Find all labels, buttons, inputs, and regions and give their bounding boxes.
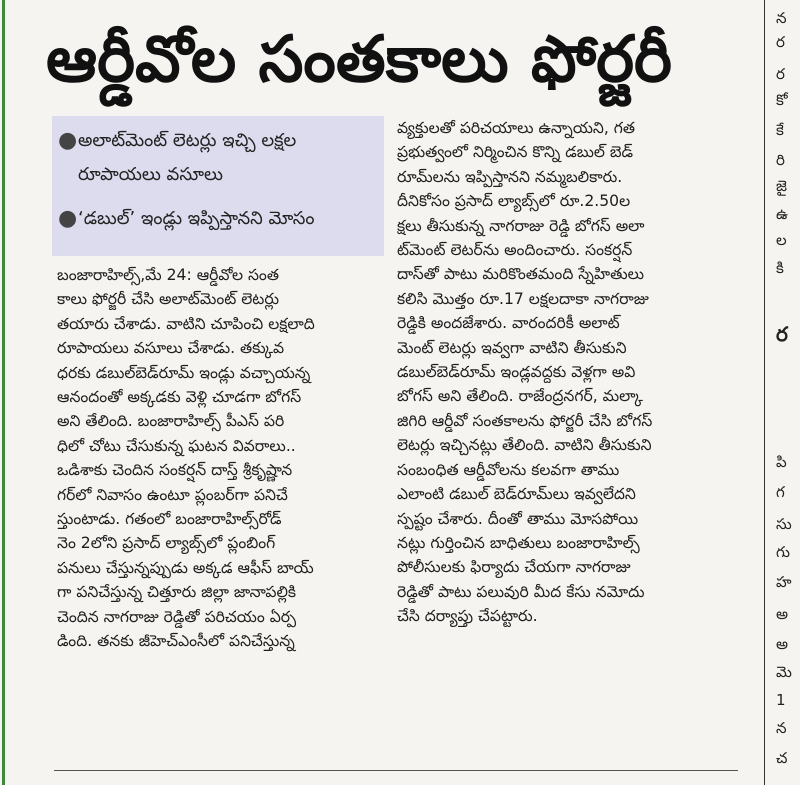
adjacent-text-fragment: న (776, 719, 787, 737)
body-text-line: గర్‌లో నివాసం ఉంటూ ప్లంబర్‌గా పనిచే (57, 485, 288, 504)
body-text-line: నెం 2లోని ప్రసాద్ ల్యాబ్స్‌లో ప్లంబింగ్ (57, 534, 276, 553)
body-text-line: జిగిరి ఆర్డీవో సంతకాలను ఫోర్జరీ చేసి బోగస్ (397, 411, 653, 430)
body-text-line: బోగస్ అని తేలింది. రాజేంద్రనగర్, మల్కా (397, 387, 643, 406)
body-text-line: డింది. తనకు జీహెచ్ఎంసీలో పనిచేస్తున్న (57, 632, 295, 651)
body-text-line: దాస్‌తో పాటు మరికొంతమంది స్నేహితులు (397, 265, 645, 284)
body-text-line: ఎలాంటి డబుల్ బెడ్‌రూమ్‌లు ఇవ్వలేదని (397, 485, 636, 504)
body-text-line: కలిసి మొత్తం రూ.17 లక్షలదాకా నాగరాజు (397, 289, 649, 308)
body-text-line: ఆనందంతో అక్కడకు వెళ్లి చూడగా బోగస్ (57, 388, 302, 407)
body-text-line: సంబంధిత ఆర్డీవోలను కలవగా తాము (397, 460, 620, 479)
adjacent-text-fragment: గ (776, 483, 785, 501)
body-text-line: ఒడిశాకు చెందిన సంకర్షన్ దాస్త్ శ్రీకృష్ణాన (57, 461, 293, 480)
body-text-line: డబుల్‌బెడ్‌రూమ్ ఇండ్లవద్దకు వెళ్లగా అవి (397, 363, 636, 382)
adjacent-text-fragment: గు (776, 543, 790, 561)
body-text-line: గా పనిచేస్తున్న చిత్తూరు జిల్లా జానాపల్లికి (57, 583, 297, 602)
adjacent-text-fragment: కే (776, 121, 784, 139)
adjacent-text-fragment: జై (776, 177, 787, 195)
body-text-line: ప్రభుత్వంలో నిర్మించిన కొన్ని డబుల్ బెడ్ (397, 143, 634, 162)
adjacent-text-fragment: చ (776, 749, 788, 767)
body-text-line: అని తేలింది. బంజారాహిల్స్ పీఎస్ పరి (57, 412, 285, 431)
article-column-middle (397, 116, 737, 629)
adjacent-heading-fragment: ర (776, 322, 788, 346)
adjacent-text-fragment: అ (776, 605, 789, 623)
body-text-line: దీనికోసం ప్రసాద్ ల్యాబ్స్‌లో రూ.2.50ల (397, 192, 631, 211)
body-text-line: వ్యక్తులతో పరిచయాలు ఉన్నాయని, గత (397, 119, 635, 137)
adjacent-text-fragment: 1 (776, 691, 786, 709)
body-text-line: పోలీసులకు ఫిర్యాదు చేయగా నాగరాజు (397, 558, 631, 577)
article-column-left (57, 263, 385, 654)
column-separator (764, 0, 765, 785)
adjacent-article-fragment (770, 0, 800, 785)
bullet-icon: ● (58, 206, 78, 231)
body-text-line: బంజారాహిల్స్,మే 24: ఆర్డీవోల సంత (57, 266, 279, 284)
adjacent-text-fragment: ర (776, 65, 785, 83)
adjacent-text-fragment: పి (776, 453, 787, 471)
body-text-line: రెడ్డితో పాటు పలువురి మీద కేసు నమోదు (397, 582, 645, 601)
adjacent-text-fragment: ల (776, 231, 787, 249)
body-text-line: రూమ్‌లను ఇప్పిస్తానని నమ్మబలికారు. (397, 167, 623, 186)
adjacent-text-fragment: రి (776, 151, 785, 169)
body-text-line: క్షలు తీసుకున్న నాగరాజు రెడ్డి బోగస్ అలా (397, 216, 645, 235)
adjacent-text-fragment: మె (776, 663, 792, 681)
body-text-line: కాలు ఫోర్జరీ చేసి అలాట్‌మెంట్ లెటర్లు (57, 290, 279, 309)
adjacent-text-fragment: సు (776, 515, 792, 533)
highlight-text: ‘డబుల్’ ఇండ్లు ఇప్పిస్తానని మోసం (78, 208, 315, 229)
left-edge-rule (2, 0, 5, 785)
adjacent-text-fragment: కి (776, 259, 784, 277)
highlight-text: రూపాయలు వసూలు (78, 164, 224, 185)
adjacent-text-fragment: న (776, 9, 787, 27)
body-text-line: స్తుంటాడు. గతంలో బంజారాహిల్స్‌రోడ్ (57, 510, 282, 529)
body-text-line: చెందిన నాగరాజు రెడ్డితో పరిచయం ఏర్ప (57, 607, 297, 626)
highlights-box (52, 116, 384, 256)
headline: ఆర్డీవోల సంతకాలు ఫోర్జరీ (46, 23, 673, 97)
body-text-line: లెటర్లు ఇచ్చినట్లు తేలింది. వాటిని తీసుకుని (397, 436, 652, 455)
body-text-line: స్పష్టం చేశారు. దీంతో తాము మోసపోయి (397, 509, 639, 528)
bullet-icon: ● (58, 128, 78, 153)
highlight-text: అలాట్‌మెంట్ లెటర్లు ఇచ్చి లక్షల (78, 130, 297, 151)
body-text-line: ట్‌మెంట్ లెటర్‌ను అందించారు. సంకర్షన్ (397, 241, 633, 260)
adjacent-text-fragment: ర (776, 33, 785, 51)
body-text-line: రెడ్డికి అందజేశారు. వారందరికీ అలాట్ (397, 314, 620, 333)
body-text-line: ధరకు డబుల్‌బెడ్‌రూమ్ ఇండ్లు వచ్చాయన్న (57, 363, 311, 382)
bottom-rule (54, 770, 738, 771)
adjacent-text-fragment: ఉ (776, 205, 788, 223)
body-text-line: నట్లు గుర్తించిన బాధితులు బంజారాహిల్స్ (397, 533, 640, 552)
body-text-line: మెంట్ లెటర్లు ఇవ్వగా వాటిని తీసుకుని (397, 338, 627, 357)
body-text-line: ధిలో చోటు చేసుకున్న ఘటన వివరాలు.. (57, 436, 296, 455)
adjacent-text-fragment: అ (776, 635, 789, 653)
body-text-line: తయారు చేశాడు. వాటిని చూపించి లక్షలాది (57, 314, 315, 333)
adjacent-text-fragment: హ (776, 573, 792, 591)
adjacent-text-fragment: కో (776, 91, 788, 109)
body-text-line: చేసి దర్యాప్తు చేపట్టారు. (397, 607, 538, 626)
body-text-line: పనులు చేస్తున్నప్పుడు అక్కడ ఆఫీస్ బాయ్ (57, 558, 314, 577)
body-text-line: రూపాయలు వసూలు చేశాడు. తక్కువ (57, 339, 285, 358)
